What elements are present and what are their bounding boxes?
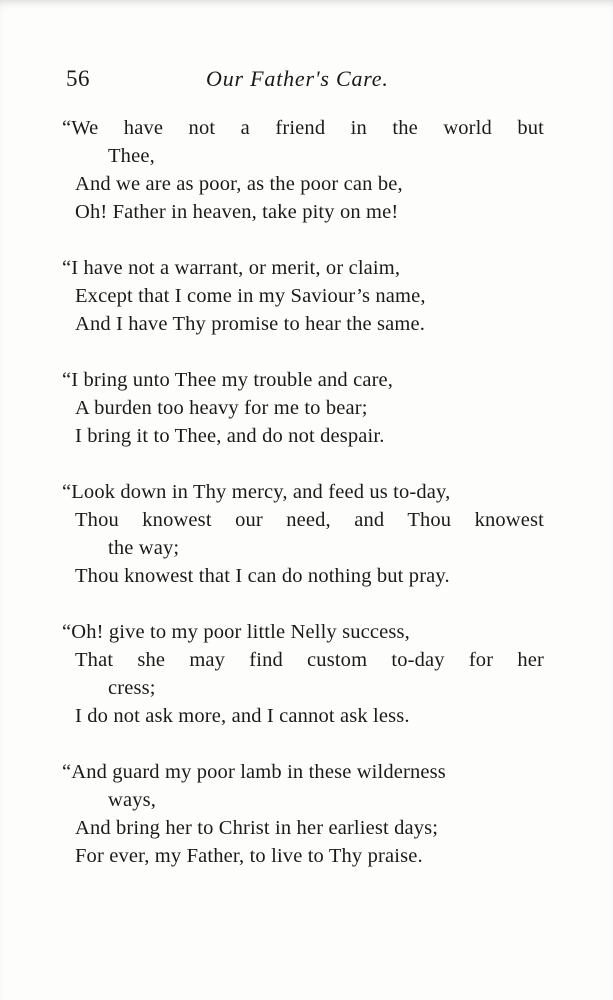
verse-line: And I have Thy promise to hear the same. [75,313,426,335]
verse-line: “And guard my poor lamb in these wilderness [62,761,446,783]
verse-line: Oh! Father in heaven, take pity on me! [75,201,399,223]
verse-line: cress; [108,677,156,699]
verse-line: “Oh! give to my poor little Nelly success, [62,621,410,643]
verse-line: For ever, my Father, to live to Thy praise. [75,845,423,867]
verse-line: the way; [108,537,180,559]
verse-line: And we are as poor, as the poor can be, [75,173,403,195]
verse-line: “I bring unto Thee my trouble and care, [62,369,394,391]
verse-line: I do not ask more, and I cannot ask less. [75,705,410,727]
verse-line: ways, [108,789,157,811]
verse-line: Thee, [108,145,155,167]
page-header [66,66,546,96]
verse-line: “I have not a warrant, or merit, or claim, [62,257,401,279]
verse-line: I bring it to Thee, and do not despair. [75,425,385,447]
verse-line: Thou knowest our need, and Thou knowest [75,509,544,531]
running-title: Our Father's Care. [206,66,389,91]
verse-line: “Look down in Thy mercy, and feed us to-day, [62,481,451,503]
verse-line: Except that I come in my Saviour’s name, [75,285,426,307]
verse-line: “We have not a friend in the world but [62,117,544,139]
verse-line: And bring her to Christ in her earliest days; [75,817,439,839]
verse-line: Thou knowest that I can do nothing but pray. [75,565,450,587]
page-number: 56 [66,66,90,91]
verse-line: That she may find custom to-day for her [75,649,544,671]
verse-line: A burden too heavy for me to bear; [75,397,368,419]
